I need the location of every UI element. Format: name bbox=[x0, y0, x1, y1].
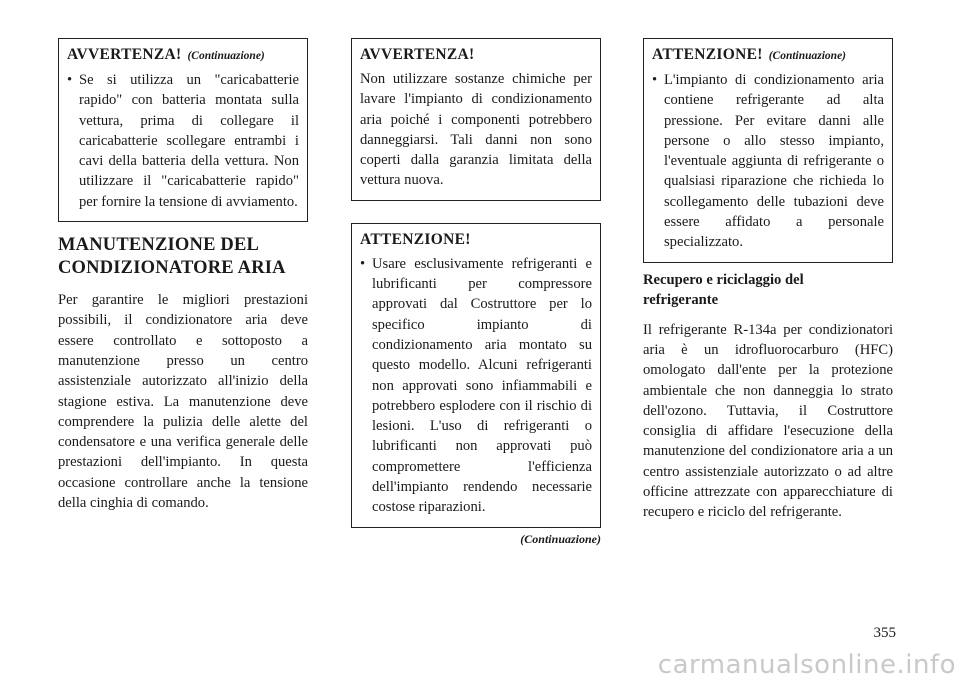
column-1 bbox=[58, 38, 308, 513]
caution-bullet bbox=[652, 70, 884, 253]
caution-box-title: ATTENZIONE! bbox=[360, 230, 471, 248]
warning-box-title: AVVERTENZA! bbox=[360, 46, 475, 63]
bullet-icon: • bbox=[652, 72, 658, 88]
warning-bullet bbox=[67, 70, 299, 212]
warning-box bbox=[351, 38, 601, 201]
warning-box-title: AVVERTENZA! (Continuazione) bbox=[67, 46, 265, 63]
page-number: 355 bbox=[873, 625, 896, 641]
watermark: carmanualsonline.info bbox=[657, 650, 956, 680]
warning-box-continued bbox=[58, 38, 308, 222]
caution-bullet bbox=[360, 254, 592, 518]
maintenance-paragraph: Per garantire le migliori prestazioni possibili, il condizionatore aria deve essere controllato e sottoposto a manutenzione presso un centro assistenziale autorizzato all'inizio della stagione estiva. La manutenzione deve comprendere la pulizia delle alette del condensatore e una verifica generale delle prestazioni dell'impianto. In questa occasione controllare anche la tensione della cinghia di comando. bbox=[58, 292, 308, 512]
subsection-title: Recupero e riciclaggio del refrigerante bbox=[643, 271, 804, 308]
continuation-label: (Continuazione) bbox=[768, 50, 847, 62]
bullet-icon: • bbox=[67, 72, 73, 88]
continuation-footer: (Continuazione) bbox=[520, 531, 601, 546]
section-title: MANUTENZIONE DEL CONDIZIONATORE ARIA bbox=[58, 235, 286, 279]
caution-box bbox=[351, 223, 601, 528]
caution-box-continued bbox=[643, 38, 893, 263]
continuation-label: (Continuazione) bbox=[187, 50, 265, 62]
caution-bullet-text: L'impianto di condizionamento aria contiene refrigerante ad alta pressione. Per evitare danni alle persone o allo stesso impianto, l'eventuale aggiunta di refrigerante o qualsiasi riparazione che richieda lo scollegamento delle tubazioni deve essere affidato a personale specializzato. bbox=[664, 72, 884, 251]
caution-bullet-text: Usare esclusivamente refrigeranti e lubrificanti per compressore approvati dal Costruttore per lo specifico impianto di condizionamento aria montato su questo modello. Alcuni refrigeranti non approvati sono infiammabili e potrebbero esplodere con il rischio di lesioni. L'uso di refrigeranti o lubrificanti non approvati può compromettere l'efficienza dell'impianto rendendo necessarie costose riparazioni. bbox=[372, 255, 592, 516]
refrigerant-paragraph: Il refrigerante R-134a per condizionatori aria è un idrofluorocarburo (HFC) omologato dall'ente per la protezione ambientale che non danneggia lo strato dell'ozono. Tuttavia, il Costruttore consiglia di affidare l'esecuzione della manutenzione del condizionatore aria a un centro assistenziale autorizzato o ad altre officine attrezzate con apparecchiature di recupero e riciclo del refrigerante. bbox=[643, 321, 893, 521]
warning-bullet-text: Se si utilizza un "caricabatterie rapido" con batteria montata sulla vettura, prima di collegare il caricabatterie scollegare entrambi i cavi della batteria della vettura. Non utilizzare il "caricabatterie rapido" per fornire la tensione di avviamento. bbox=[79, 72, 299, 210]
column-2 bbox=[351, 38, 601, 547]
bullet-icon: • bbox=[360, 255, 366, 272]
caution-box-title: ATTENZIONE! (Continuazione) bbox=[652, 46, 847, 63]
column-3 bbox=[643, 38, 893, 523]
warning-box-text: Non utilizzare sostanze chimiche per lavare l'impianto di condizionamento aria poiché i componenti potrebbero danneggiarsi. Tali danni non sono coperti dalla garanzia limitata della vettura nuova. bbox=[360, 71, 592, 189]
